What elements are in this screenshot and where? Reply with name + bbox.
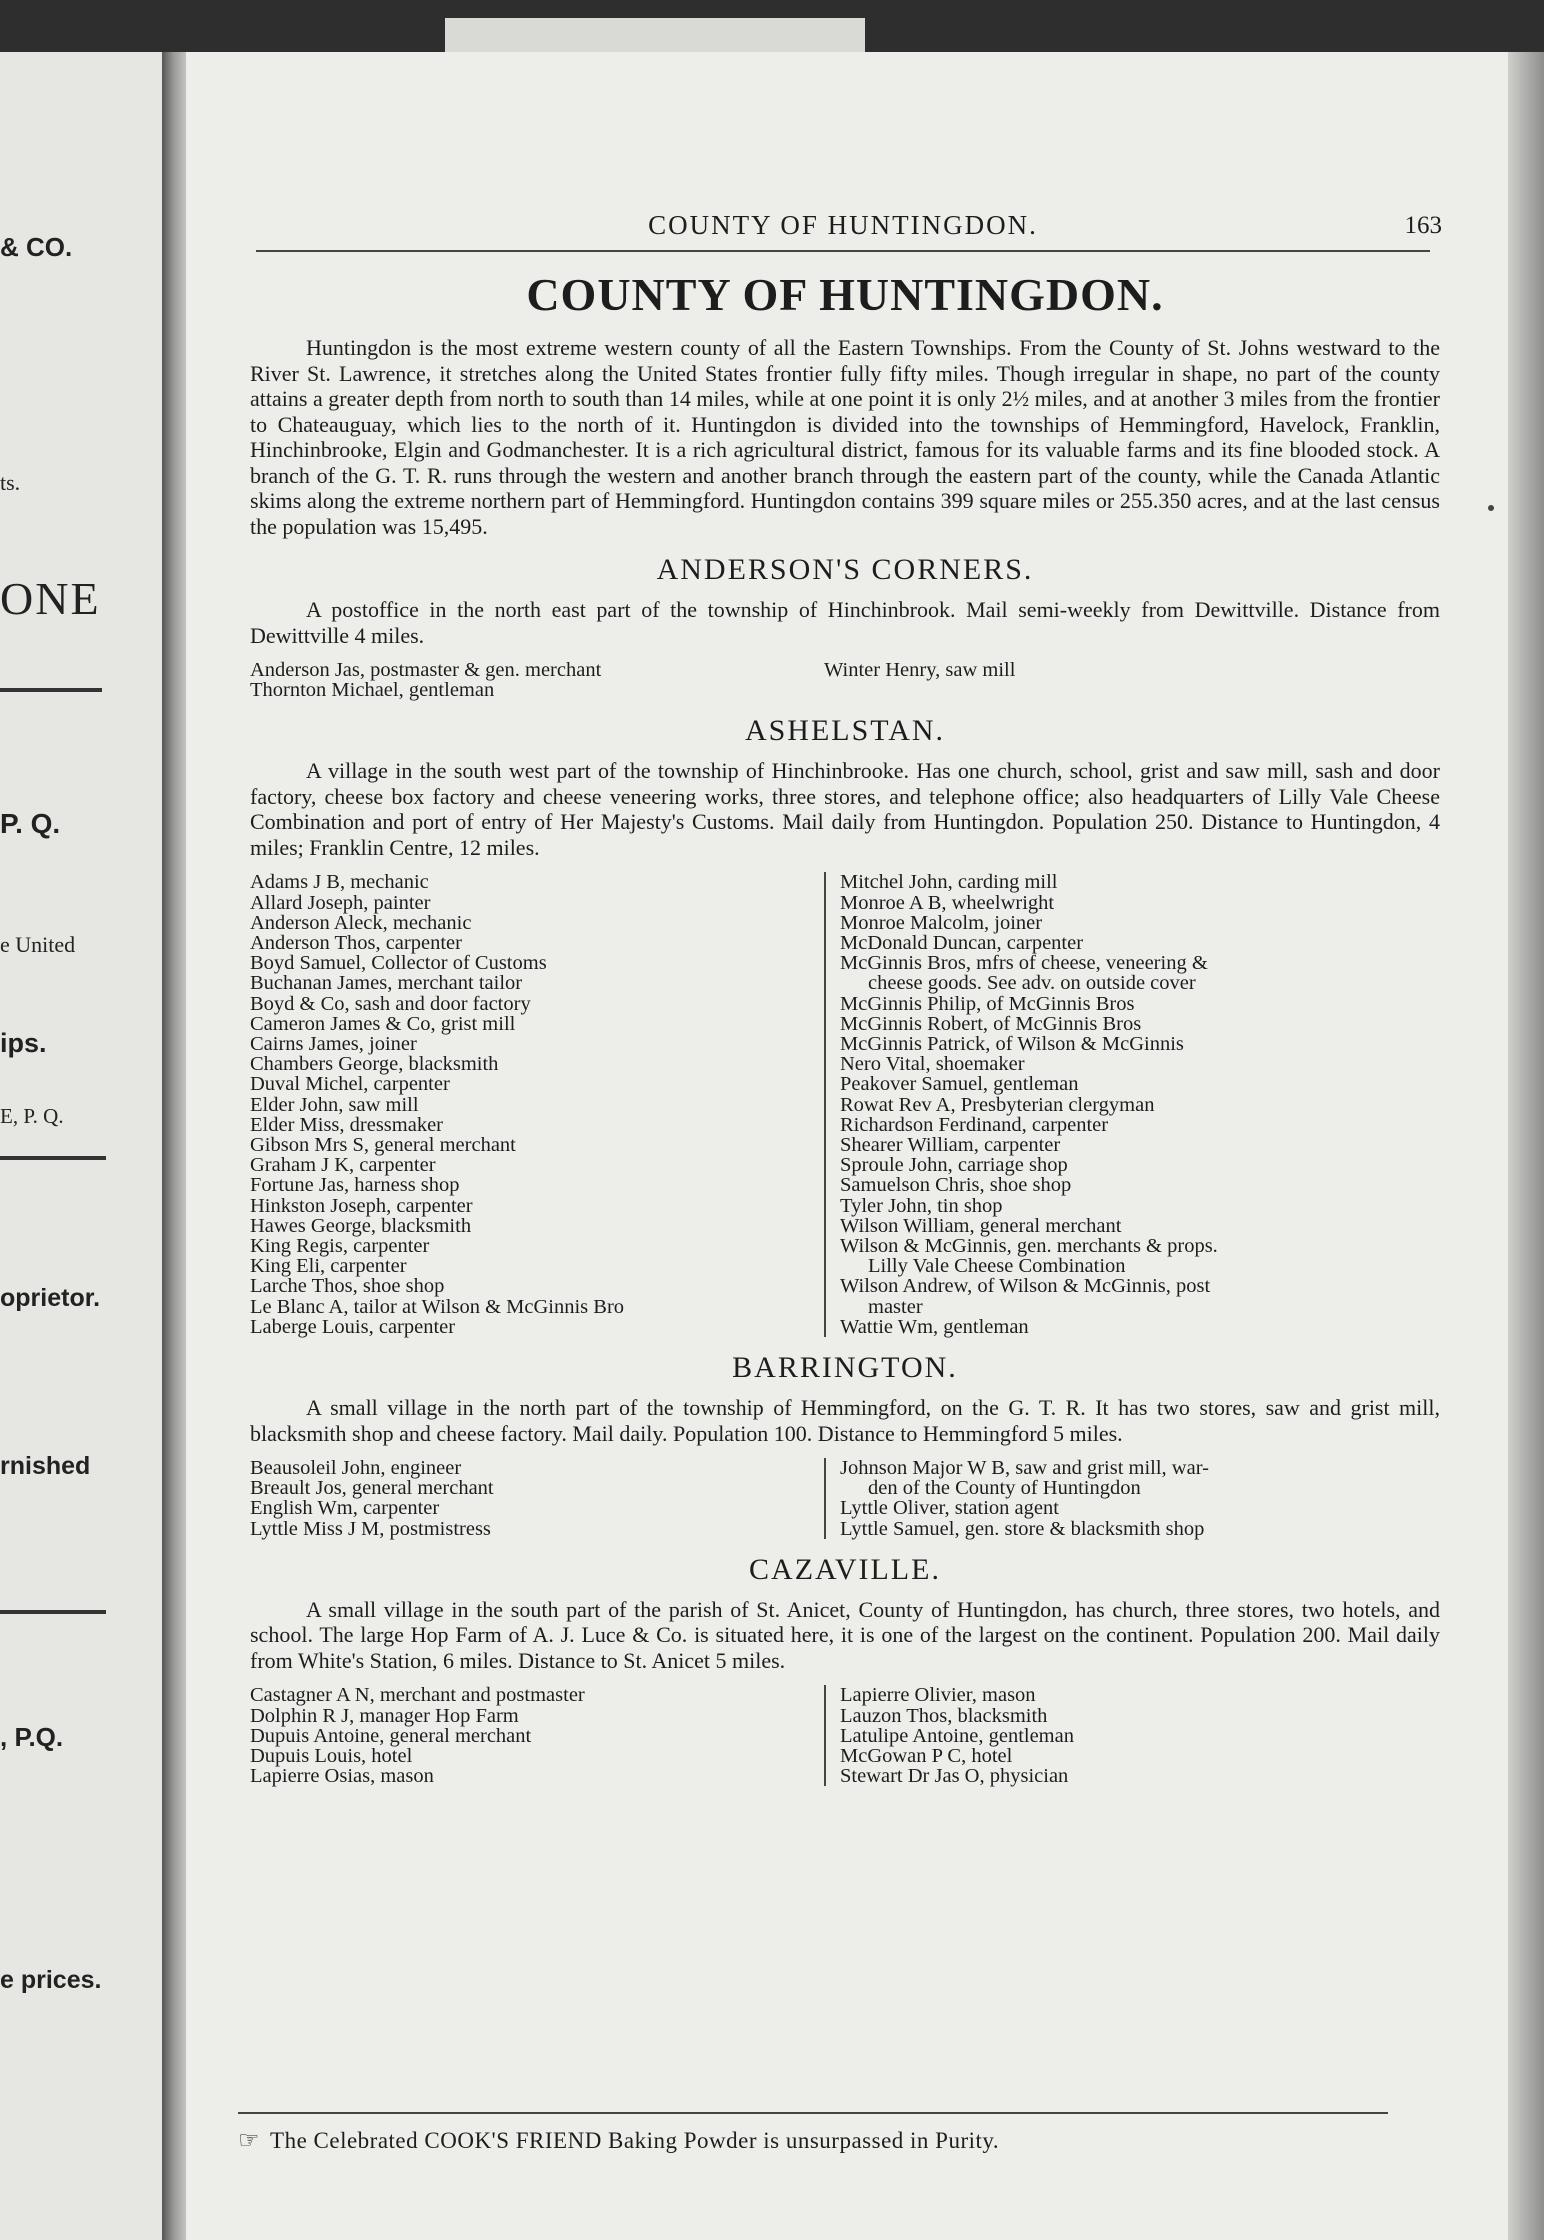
directory-entry: Winter Henry, saw mill bbox=[824, 659, 1016, 681]
directory-entry: Monroe Malcolm, joiner bbox=[840, 911, 1043, 934]
directory-listing bbox=[250, 1458, 1440, 1539]
scanner-tab bbox=[445, 18, 865, 52]
book-gutter bbox=[162, 52, 188, 2240]
directory-entry: Peakover Samuel, gentleman bbox=[840, 1073, 1079, 1096]
scan-speck bbox=[1488, 505, 1494, 511]
directory-entry: McGinnis Bros, mfrs of cheese, veneering & bbox=[840, 952, 1208, 975]
left-rule bbox=[0, 1610, 106, 1614]
directory-column bbox=[824, 660, 1015, 700]
directory-entry: Boyd Samuel, Collector of Customs bbox=[250, 952, 547, 975]
directory-entry: Boyd & Co, sash and door factory bbox=[250, 992, 531, 1015]
left-fragment: P. Q. bbox=[0, 808, 61, 839]
directory-entry: Elder John, saw mill bbox=[250, 1093, 419, 1116]
directory-entry: Anderson Thos, carpenter bbox=[250, 932, 462, 955]
left-fragment: E, P. Q. bbox=[0, 1104, 64, 1128]
directory-entry: Thornton Michael, gentleman bbox=[250, 679, 495, 702]
directory-entry: King Regis, carpenter bbox=[250, 1235, 430, 1258]
directory-column bbox=[824, 1685, 1074, 1786]
directory-entry: Nero Vital, shoemaker bbox=[840, 1053, 1025, 1076]
scanner-top-bar bbox=[0, 0, 1544, 52]
directory-entry: Buchanan James, merchant tailor bbox=[250, 972, 523, 995]
directory-page bbox=[186, 52, 1530, 2240]
directory-entry: King Eli, carpenter bbox=[250, 1255, 407, 1278]
directory-entry: Lilly Vale Cheese Combination bbox=[868, 1255, 1126, 1278]
directory-entry: Fortune Jas, harness shop bbox=[250, 1174, 460, 1197]
directory-entry: McDonald Duncan, carpenter bbox=[840, 932, 1084, 955]
directory-entry: Lapierre Olivier, mason bbox=[840, 1684, 1036, 1707]
left-rule bbox=[0, 688, 102, 692]
directory-entry: Larche Thos, shoe shop bbox=[250, 1275, 445, 1298]
sections-container bbox=[250, 553, 1440, 1786]
section-description: A small village in the north part of the township of Hemmingford, on the G. T. R. It has two stores, saw and grist mill, blacksmith shop and cheese factory. Mail daily. Population 100. Distance to Hemmingford 5 miles. bbox=[250, 1395, 1440, 1446]
directory-entry: Hinkston Joseph, carpenter bbox=[250, 1194, 473, 1217]
directory-entry: Samuelson Chris, shoe shop bbox=[840, 1174, 1072, 1197]
directory-entry: Shearer William, carpenter bbox=[840, 1134, 1061, 1157]
section-description: A postoffice in the north east part of the township of Hinchinbrook. Mail semi-weekly from Dewittville. Distance from Dewittville 4 miles. bbox=[250, 597, 1440, 648]
directory-column bbox=[250, 1458, 824, 1539]
directory-entry: Chambers George, blacksmith bbox=[250, 1053, 499, 1076]
page-number: 163 bbox=[1404, 212, 1442, 239]
directory-entry: Mitchel John, carding mill bbox=[840, 871, 1058, 894]
running-title: COUNTY OF HUNTINGDON. bbox=[648, 210, 1038, 240]
directory-entry: Castagner A N, merchant and postmaster bbox=[250, 1684, 585, 1707]
directory-entry: Hawes George, blacksmith bbox=[250, 1214, 472, 1237]
pointing-hand-icon: ☞ bbox=[238, 2128, 261, 2154]
section-title: ASHELSTAN. bbox=[744, 714, 946, 748]
directory-column bbox=[824, 1458, 1209, 1539]
left-fragment: ips. bbox=[0, 1028, 47, 1058]
left-adjacent-page bbox=[0, 52, 164, 2240]
directory-entry: McGinnis Philip, of McGinnis Bros bbox=[840, 992, 1135, 1015]
directory-entry: Graham J K, carpenter bbox=[250, 1154, 436, 1177]
directory-entry: Anderson Aleck, mechanic bbox=[250, 911, 472, 934]
left-fragment: , P.Q. bbox=[0, 1722, 64, 1752]
directory-listing bbox=[250, 1685, 1440, 1786]
directory-listing bbox=[250, 872, 1440, 1337]
directory-entry: Johnson Major W B, saw and grist mill, war- bbox=[840, 1457, 1209, 1480]
directory-entry: Lapierre Osias, mason bbox=[250, 1765, 434, 1788]
directory-entry: Monroe A B, wheelwright bbox=[840, 891, 1055, 914]
section-title: ANDERSON'S CORNERS. bbox=[656, 553, 1034, 586]
section-title: CAZAVILLE. bbox=[749, 1552, 941, 1586]
directory-entry: Stewart Dr Jas O, physician bbox=[840, 1765, 1069, 1788]
directory-entry: Wilson William, general merchant bbox=[840, 1214, 1122, 1237]
directory-entry: Anderson Jas, postmaster & gen. merchant bbox=[250, 659, 602, 681]
directory-entry: Wilson Andrew, of Wilson & McGinnis, post bbox=[840, 1275, 1211, 1298]
directory-entry: Wilson & McGinnis, gen. merchants & props. bbox=[840, 1235, 1218, 1258]
directory-entry: McGowan P C, hotel bbox=[840, 1745, 1013, 1767]
directory-entry: Elder Miss, dressmaker bbox=[250, 1113, 443, 1136]
county-intro: Huntingdon is the most extreme western county of all the Eastern Townships. From the County of St. Johns westward to the River St. Lawrence, it stretches along the United States frontier fully fifty miles. Though irregular in shape, no part of the county attains a greater depth from north to south than 14 miles, while at one point it is only 2½ miles, and at another 3 miles from the frontier to Chateauguay, which lies to the north of it. Huntingdon is divided into the townships of Hemmingford, Havelock, Franklin, Hinchinbrooke, Elgin and Godmanchester. It is a rich agricultural district, famous for its valuable farms and its fine blooded stock. A branch of the G. T. R. runs through the western and another branch through the eastern part of the county, while the Canada Atlantic skims along the extreme northern part of Hemmingford. Huntingdon contains 399 square miles or 255.350 acres, and at the last census the population was 15,495. bbox=[250, 335, 1440, 539]
directory-column bbox=[824, 872, 1218, 1337]
directory-entry: Dolphin R J, manager Hop Farm bbox=[250, 1704, 519, 1727]
running-header bbox=[256, 206, 1442, 252]
left-fragment: & CO. bbox=[0, 232, 73, 262]
directory-entry: Duval Michel, carpenter bbox=[250, 1073, 450, 1096]
directory-entry: Beausoleil John, engineer bbox=[250, 1457, 462, 1480]
advertisement-footer bbox=[238, 2112, 1388, 2155]
directory-entry: Rowat Rev A, Presbyterian clergyman bbox=[840, 1093, 1155, 1116]
directory-entry: master bbox=[868, 1295, 923, 1318]
directory-column bbox=[250, 872, 824, 1337]
directory-entry: Laberge Louis, carpenter bbox=[250, 1315, 456, 1338]
left-fragment: rnished bbox=[0, 1452, 91, 1480]
directory-entry: Lyttle Oliver, station agent bbox=[840, 1497, 1059, 1520]
directory-entry: den of the County of Huntingdon bbox=[868, 1477, 1141, 1500]
directory-entry: Richardson Ferdinand, carpenter bbox=[840, 1113, 1109, 1136]
left-fragment: oprietor. bbox=[0, 1284, 101, 1312]
directory-listing bbox=[250, 660, 1440, 700]
county-title: COUNTY OF HUNTINGDON. bbox=[526, 269, 1164, 320]
directory-entry: cheese goods. See adv. on outside cover bbox=[868, 972, 1196, 995]
directory-entry: Breault Jos, general merchant bbox=[250, 1477, 494, 1500]
directory-entry: Tyler John, tin shop bbox=[840, 1194, 1003, 1217]
left-fragment: ts. bbox=[0, 470, 21, 495]
left-fragment: ONE bbox=[0, 573, 101, 624]
section-title: BARRINGTON. bbox=[732, 1351, 958, 1385]
directory-entry: English Wm, carpenter bbox=[250, 1497, 440, 1520]
directory-entry: Dupuis Louis, hotel bbox=[250, 1745, 413, 1767]
left-fragment: e prices. bbox=[0, 1966, 102, 1994]
directory-entry: Gibson Mrs S, general merchant bbox=[250, 1134, 516, 1157]
directory-entry: Dupuis Antoine, general merchant bbox=[250, 1724, 532, 1747]
section-description: A small village in the south part of the parish of St. Anicet, County of Huntingdon, has church, three stores, two hotels, and school. The large Hop Farm of A. J. Luce & Co. is situated here, it is one of the largest on the continent. Population 200. Mail daily from White's Station, 6 miles. Distance to St. Anicet 5 miles. bbox=[250, 1596, 1440, 1673]
directory-entry: McGinnis Robert, of McGinnis Bros bbox=[840, 1012, 1142, 1035]
directory-entry: Allard Joseph, painter bbox=[250, 891, 431, 914]
directory-entry: Cairns James, joiner bbox=[250, 1033, 417, 1056]
directory-entry: Lyttle Samuel, gen. store & blacksmith shop bbox=[840, 1517, 1205, 1540]
directory-entry: Sproule John, carriage shop bbox=[840, 1154, 1068, 1177]
section-description: A village in the south west part of the township of Hinchinbrooke. Has one church, school, grist and saw mill, sash and door factory, cheese box factory and cheese veneering works, three stores, and telephone office; also headquarters of Lilly Vale Cheese Combination and port of entry of Her Majesty's Customs. Mail daily from Huntingdon. Population 250. Distance to Huntingdon, 4 miles; Franklin Centre, 12 miles. bbox=[250, 758, 1440, 860]
directory-entry: Latulipe Antoine, gentleman bbox=[840, 1724, 1074, 1747]
directory-entry: McGinnis Patrick, of Wilson & McGinnis bbox=[840, 1033, 1184, 1056]
directory-entry: Lyttle Miss J M, postmistress bbox=[250, 1517, 491, 1540]
left-fragment: e United bbox=[0, 932, 76, 957]
directory-entry: Le Blanc A, tailor at Wilson & McGinnis Bro bbox=[250, 1295, 625, 1318]
footer-text: The Celebrated COOK'S FRIEND Baking Powder is unsurpassed in Purity. bbox=[270, 2128, 1000, 2153]
directory-entry: Adams J B, mechanic bbox=[250, 871, 429, 894]
directory-entry: Lauzon Thos, blacksmith bbox=[840, 1704, 1048, 1727]
directory-entry: Cameron James & Co, grist mill bbox=[250, 1012, 516, 1035]
directory-column bbox=[250, 660, 824, 700]
directory-column bbox=[250, 1685, 824, 1786]
left-rule bbox=[0, 1156, 106, 1160]
directory-entry: Wattie Wm, gentleman bbox=[840, 1315, 1029, 1338]
page-content bbox=[250, 262, 1440, 1790]
page-edge bbox=[1508, 52, 1544, 2240]
